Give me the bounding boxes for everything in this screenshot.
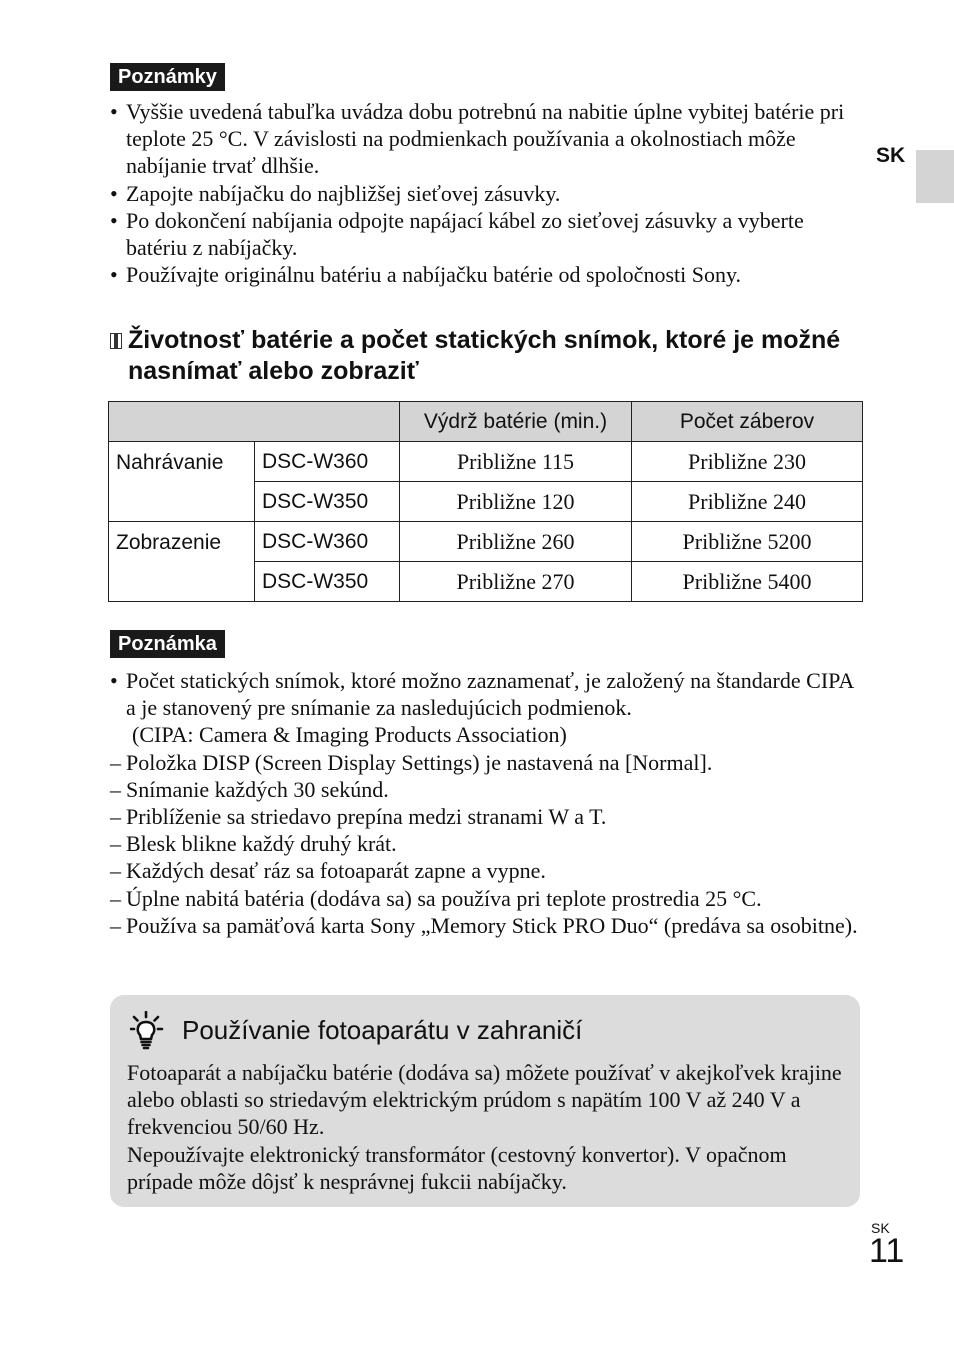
section-heading — [110, 325, 870, 387]
table-shots: Približne 5400 — [632, 562, 863, 602]
tip-title: Používanie fotoaparátu v zahraničí — [182, 1015, 583, 1045]
section-marker-icon — [110, 333, 122, 349]
table-header-empty — [109, 402, 400, 442]
table-shots: Približne 5200 — [632, 522, 863, 562]
table-row — [109, 442, 863, 482]
condition-item: – Úplne nabitá batéria (dodáva sa) sa používa pri teplote prostredia 25 °C. — [110, 885, 862, 912]
table-group-label: Nahrávanie — [109, 442, 255, 522]
battery-table — [108, 401, 863, 602]
list-item: • Zapojte nabíjačku do najbližšej sieťovej zásuvky. — [110, 180, 860, 207]
table-duration: Približne 120 — [400, 482, 632, 522]
list-item: • Používajte originálnu batériu a nabíjačku batérie od spoločnosti Sony. — [110, 261, 860, 288]
list-item: • Po dokončení nabíjania odpojte napájací kábel zo sieťovej zásuvky a vyberte batériu z nabíjačky. — [110, 207, 860, 261]
footer-lang: SK — [871, 1220, 890, 1236]
table-shots: Približne 230 — [632, 442, 863, 482]
tip-paragraph: Fotoaparát a nabíjačku batérie (dodáva sa) môžete používať v akejkoľvek krajine alebo oblasti so striedavým elektrickým prúdom s napätím 100 V až 240 V a frekvenciou 50/60 Hz. — [127, 1060, 842, 1140]
condition-item: – Blesk blikne každý druhý krát. — [110, 830, 862, 857]
note-badge: Poznámka — [110, 630, 225, 658]
notes-badge: Poznámky — [110, 63, 225, 91]
table-model: DSC-W360 — [255, 522, 400, 562]
condition-item: – Používa sa pamäťová karta Sony „Memory Stick PRO Duo“ (predáva sa osobitne). — [110, 912, 862, 939]
tip-box — [110, 995, 860, 1207]
list-item: • Vyššie uvedená tabuľka uvádza dobu potrebnú na nabitie úplne vybitej batérie pri teplote 25 °C. V závislosti na podmienkach používania a okolnostiach môže nabíjanie trvať dlhšie. — [110, 98, 860, 180]
table-row — [109, 522, 863, 562]
notes-list — [110, 98, 860, 288]
note-list — [110, 667, 862, 939]
condition-item: – Položka DISP (Screen Display Settings) je nastavená na [Normal]. — [110, 749, 862, 776]
page-number: 11 — [869, 1232, 905, 1270]
table-header-row — [109, 402, 863, 442]
table-model: DSC-W360 — [255, 442, 400, 482]
table-model: DSC-W350 — [255, 562, 400, 602]
language-tab-label: SK — [876, 144, 906, 167]
table-model: DSC-W350 — [255, 482, 400, 522]
tip-body — [127, 1059, 852, 1195]
cipa-note: (CIPA: Camera & Imaging Products Association) — [132, 722, 567, 748]
condition-item: – Priblíženie sa striedavo prepína medzi stranami W a T. — [110, 803, 862, 830]
table-duration: Približne 270 — [400, 562, 632, 602]
table-header-shots: Počet záberov — [632, 402, 863, 442]
table-duration: Približne 115 — [400, 442, 632, 482]
section-title: Životnosť batérie a počet statických snímok, ktoré je možné nasnímať alebo zobraziť — [128, 326, 841, 385]
language-tab — [916, 150, 954, 203]
table-shots: Približne 240 — [632, 482, 863, 522]
list-item: • Počet statických snímok, ktoré možno zaznamenať, je založený na štandarde CIPA a je stanovený pre snímanie za nasledujúcich podmienok. — [110, 667, 862, 721]
tip-paragraph: Nepoužívajte elektronický transformátor (cestovný konvertor). V opačnom prípade môže dôjsť k nesprávnej fukcii nabíjačky. — [127, 1141, 787, 1194]
table-duration: Približne 260 — [400, 522, 632, 562]
table-group-label: Zobrazenie — [109, 522, 255, 602]
lightbulb-icon — [130, 1011, 168, 1051]
table-header-duration: Výdrž batérie (min.) — [400, 402, 632, 442]
condition-item: – Snímanie každých 30 sekúnd. — [110, 776, 862, 803]
condition-item: – Každých desať ráz sa fotoaparát zapne a vypne. — [110, 857, 862, 884]
